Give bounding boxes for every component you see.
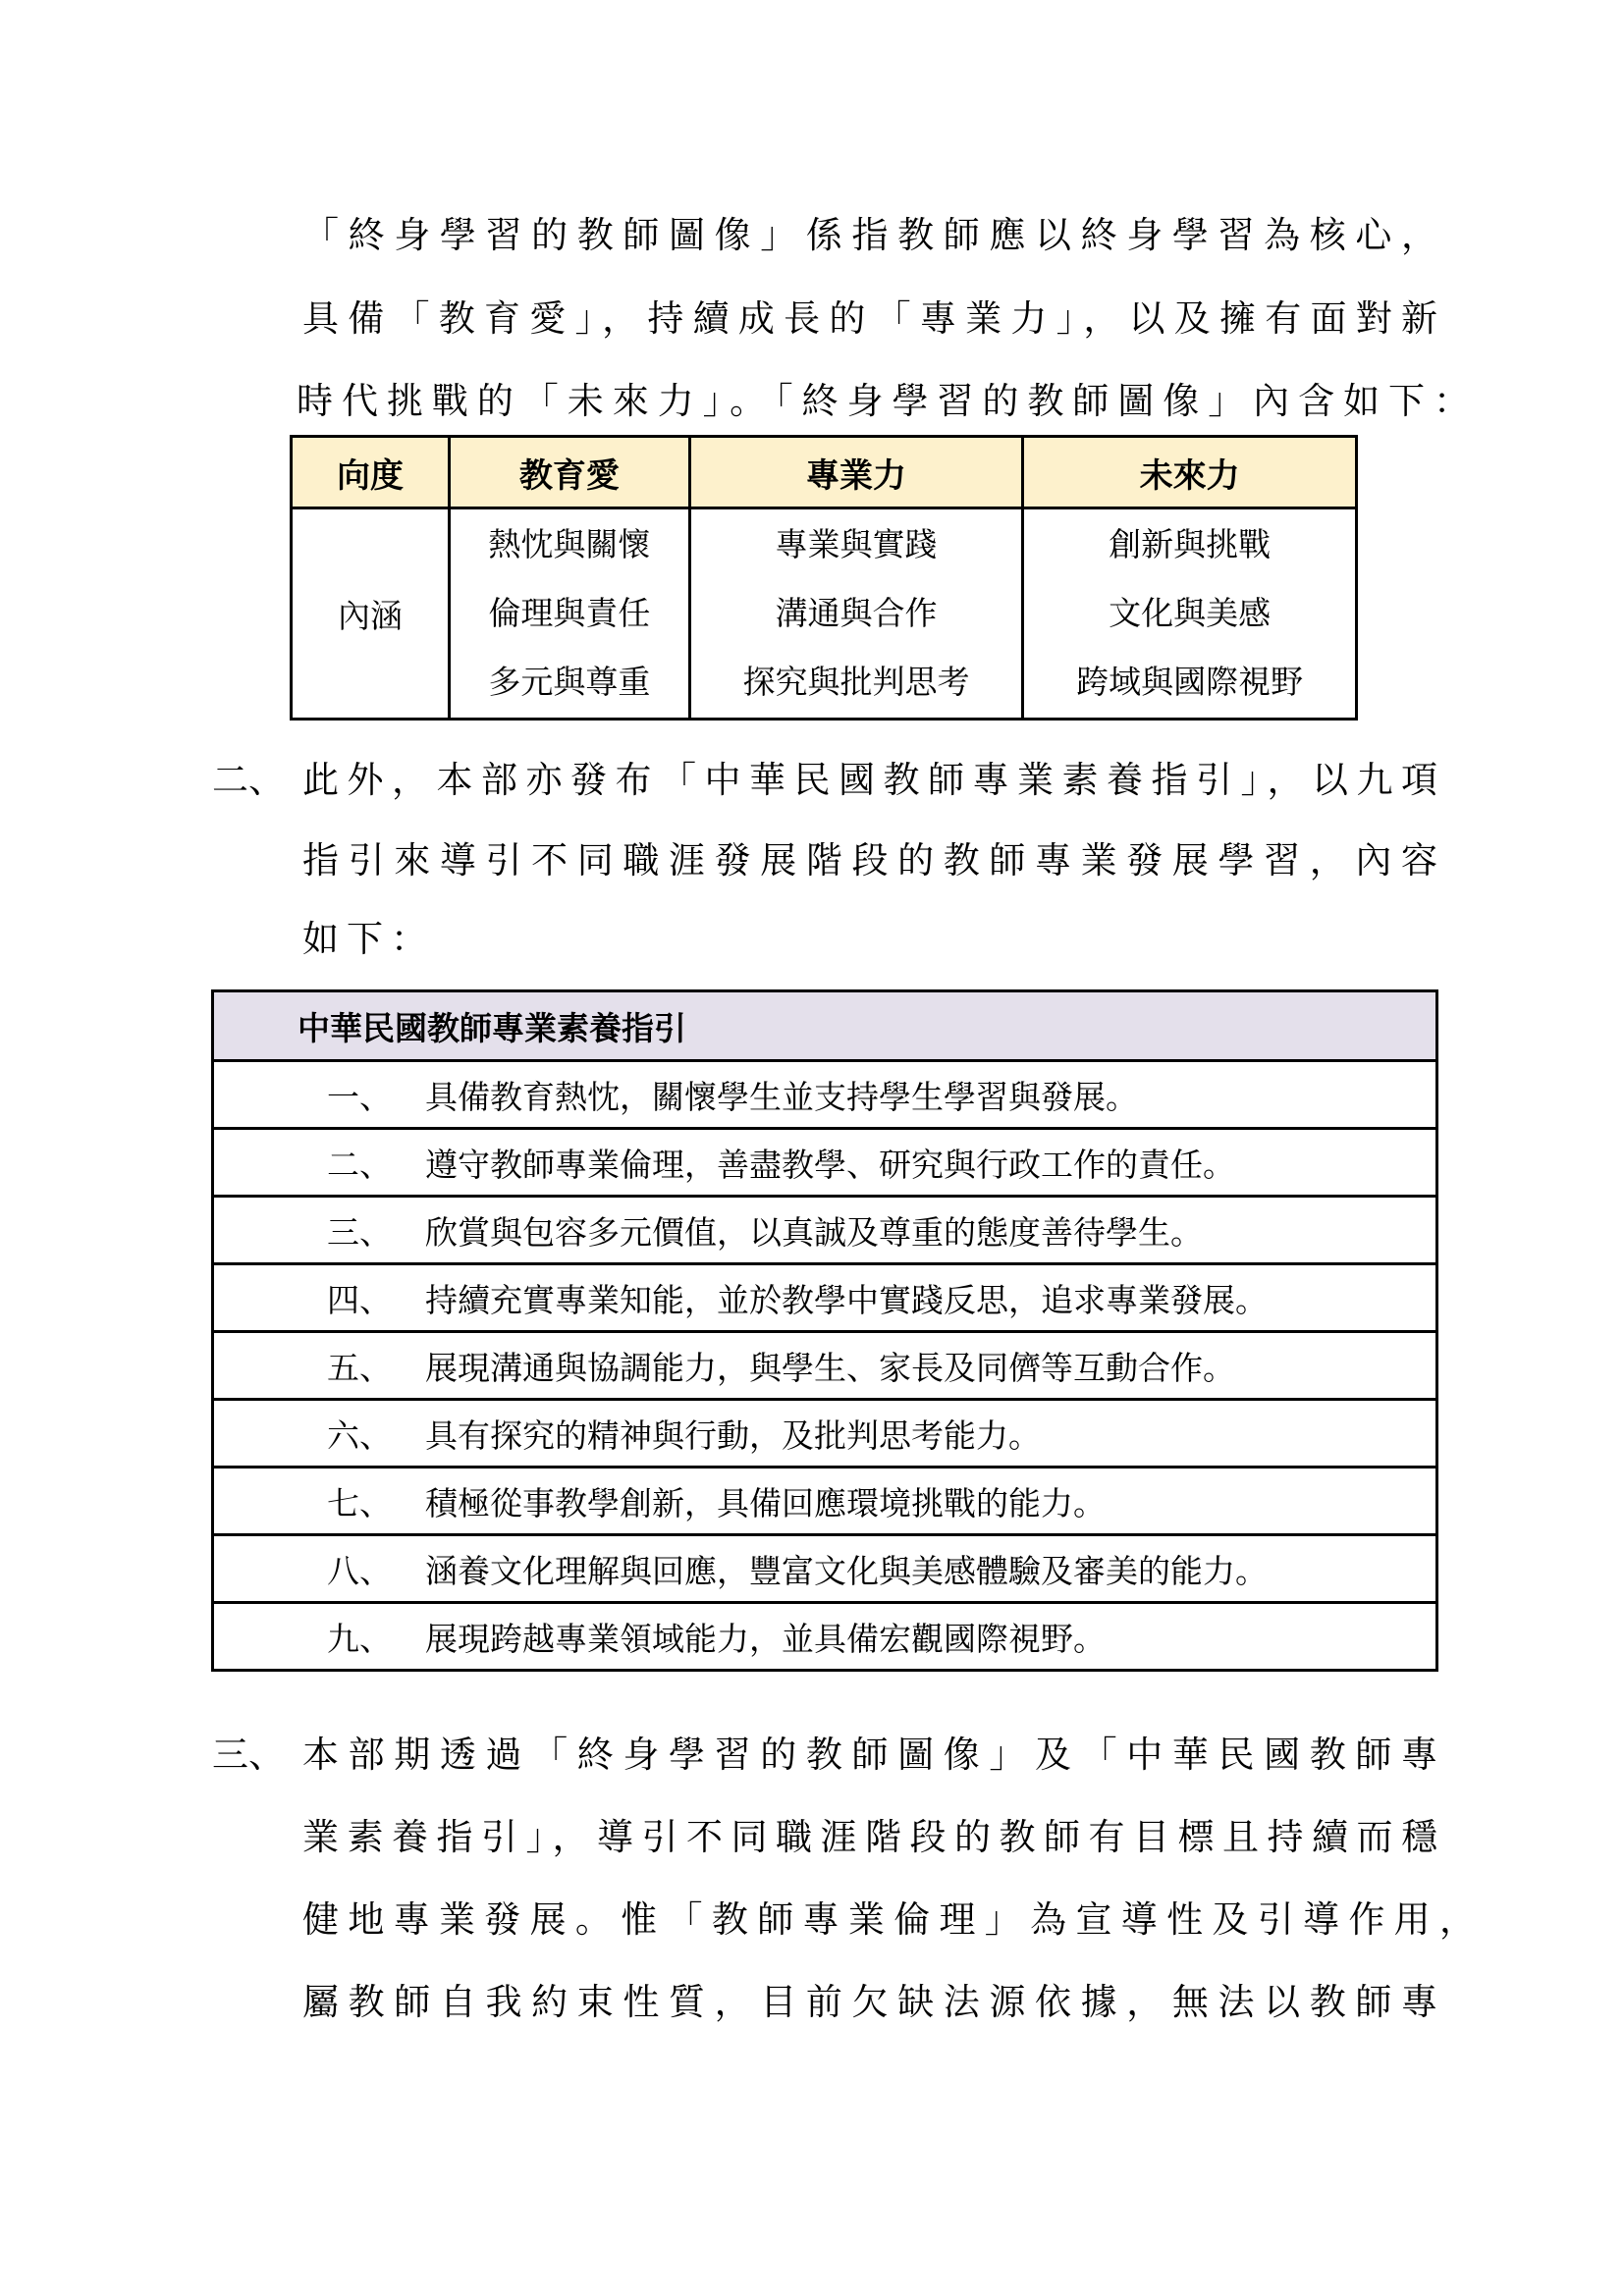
table-row (213, 1129, 1437, 1197)
header-education-love: 教育愛 (450, 437, 690, 508)
table-header-row (292, 437, 1357, 508)
item-text: 涵養文化理解與回應，豐富文化與美感體驗及審美的能力。 (425, 1551, 1268, 1590)
column-cell (1023, 508, 1357, 720)
section-line: 屬教師自我約束性質，目前欠缺法源依據，無法以教師專 (302, 1981, 1437, 2023)
item-text: 展現跨越專業領域能力，並具備宏觀國際視野。 (425, 1619, 1106, 1658)
item-number: 六、 (327, 1415, 392, 1455)
table-row (213, 1264, 1437, 1332)
intro-line: 具備「教育愛」，持續成長的「專業力」，以及擁有面對新 (302, 297, 1437, 340)
item-number: 八、 (327, 1551, 392, 1590)
intro-line: 「終身學習的教師圖像」係指教師應以終身學習為核心， (302, 214, 1437, 256)
header-dimension: 向度 (292, 437, 450, 508)
item-number: 一、 (327, 1077, 392, 1116)
item-number: 二、 (327, 1145, 392, 1184)
section-number: 二、 (212, 759, 285, 801)
cell-item: 熱忱與關懷 (488, 525, 651, 563)
cell-item: 文化與美感 (1109, 594, 1272, 632)
intro-line: 時代挑戰的「未來力」。「終身學習的教師圖像」內含如下： (297, 380, 1470, 422)
table-title: 中華民國教師專業素養指引 (213, 991, 1437, 1061)
item-text: 積極從事教學創新，具備回應環境挑戰的能力。 (425, 1483, 1106, 1522)
cell-item: 探究與批判思考 (742, 663, 970, 701)
cell-item: 跨域與國際視野 (1076, 663, 1304, 701)
professional-literacy-table (211, 989, 1438, 1672)
table-row (213, 1603, 1437, 1671)
item-text: 持續充實專業知能，並於教學中實踐反思，追求專業發展。 (425, 1280, 1268, 1319)
item-text: 遵守教師專業倫理，善盡教學、研究與行政工作的責任。 (425, 1145, 1235, 1184)
item-number: 七、 (327, 1483, 392, 1522)
table-row (213, 1332, 1437, 1400)
table-row (213, 1468, 1437, 1535)
section-line: 此外，本部亦發布「中華民國教師專業素養指引」，以九項 (302, 759, 1437, 801)
table-row (292, 508, 1357, 720)
item-text: 具備教育熱忱，關懷學生並支持學生學習與發展。 (425, 1077, 1138, 1116)
section-line: 如下： (302, 918, 435, 960)
item-number: 四、 (327, 1280, 392, 1319)
table-row (213, 1061, 1437, 1129)
column-cell (689, 508, 1023, 720)
row-label: 內涵 (292, 508, 450, 720)
teacher-image-table (290, 435, 1358, 721)
table-row (213, 1197, 1437, 1264)
header-professionalism: 專業力 (689, 437, 1023, 508)
cell-item: 專業與實踐 (775, 525, 938, 563)
column-cell (450, 508, 690, 720)
section-line: 健地專業發展。惟「教師專業倫理」為宣導性及引導作用， (302, 1898, 1476, 1941)
section-line: 指引來導引不同職涯發展階段的教師專業發展學習，內容 (302, 839, 1437, 881)
cell-item: 多元與尊重 (488, 663, 651, 701)
item-text: 展現溝通與協調能力，與學生、家長及同儕等互動合作。 (425, 1348, 1235, 1387)
item-text: 欣賞與包容多元價值，以真誠及尊重的態度善待學生。 (425, 1212, 1203, 1252)
table-row (213, 1535, 1437, 1603)
item-number: 三、 (327, 1212, 392, 1252)
item-number: 九、 (327, 1619, 392, 1658)
cell-item: 倫理與責任 (488, 594, 651, 632)
section-number: 三、 (212, 1734, 285, 1776)
header-future-capability: 未來力 (1023, 437, 1357, 508)
cell-item: 創新與挑戰 (1109, 525, 1272, 563)
section-line: 本部期透過「終身學習的教師圖像」及「中華民國教師專 (302, 1734, 1437, 1776)
table-row (213, 1400, 1437, 1468)
cell-item: 溝通與合作 (775, 594, 938, 632)
section-line: 業素養指引」，導引不同職涯階段的教師有目標且持續而穩 (302, 1816, 1437, 1858)
item-text: 具有探究的精神與行動，及批判思考能力。 (425, 1415, 1041, 1455)
item-number: 五、 (327, 1348, 392, 1387)
